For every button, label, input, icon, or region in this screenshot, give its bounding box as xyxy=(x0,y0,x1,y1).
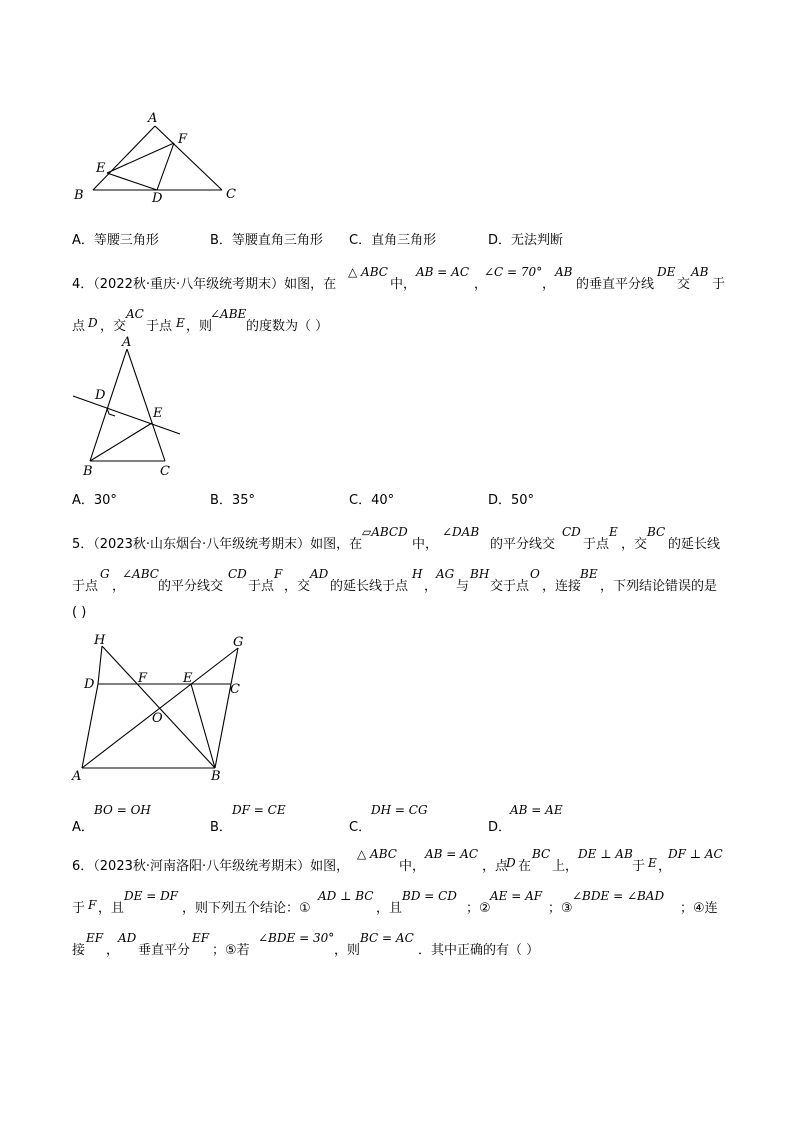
q6-l2-t4: ，且 xyxy=(376,901,403,916)
q5-fig-label-o: O xyxy=(152,711,163,726)
q6-l2-t2: ，且 xyxy=(98,901,125,916)
q5-fig-label-h: H xyxy=(94,633,106,648)
q5-l1-prefix: 5．（2023秋·山东烟台·八年级统考期末）如图，在 xyxy=(72,537,363,552)
q3-option-b: B．等腰直角三角形 xyxy=(210,233,323,248)
q4-l1-t4: 的垂直平分线 xyxy=(576,277,655,292)
q4-l1-m6: AB xyxy=(691,265,709,279)
q5-option-c-letter: C． xyxy=(349,820,372,835)
figure-triangle-def xyxy=(60,105,250,210)
q5-fig-label-e: E xyxy=(183,671,193,686)
q6-l2-t7: ；④连 xyxy=(680,901,718,916)
q6-l1-m4: BC xyxy=(532,847,551,861)
q4-fig-label-c: C xyxy=(160,464,170,479)
q6-l1-t1: 中， xyxy=(399,859,426,874)
q6-l3-t2: ， xyxy=(106,943,120,958)
q5-option-d-math: AB = AE xyxy=(510,803,563,817)
q6-l1-t6: ， xyxy=(658,859,672,874)
q4-l2-t5: 的度数为（ ） xyxy=(246,319,329,334)
q4-fig-label-d: D xyxy=(95,388,106,403)
q5-l2-m3: CD xyxy=(228,567,247,581)
q4-l2-t3: 于点 xyxy=(146,319,173,334)
q6-l2-t6: ；③ xyxy=(548,901,573,916)
q4-l1-m5: DE xyxy=(657,265,676,279)
q3-option-d: D．无法判断 xyxy=(488,233,564,248)
q5-l2-m5: AD xyxy=(310,567,329,581)
q5-l1-t2: 的平分线交 xyxy=(490,537,556,552)
q6-line-3 xyxy=(72,931,732,961)
q6-l1-t3: 在 xyxy=(518,859,532,874)
q4-l1-m3: ∠C = 70° xyxy=(484,265,543,279)
q6-l2-m5: AE = AF xyxy=(490,889,543,903)
q6-l1-t5: 于 xyxy=(632,859,646,874)
q5-l2-m6: H xyxy=(412,567,423,581)
q4-l2-m3: E xyxy=(176,316,185,330)
q6-l3-t6: ．其中正确的有（ ） xyxy=(418,943,540,958)
q4-l2-m4: ∠ABE xyxy=(210,307,247,321)
q5-l2-m1: G xyxy=(100,567,110,581)
q5-option-a-math: BO = OH xyxy=(94,803,151,817)
q4-l2-m2: AC xyxy=(126,307,144,321)
q6-l2-m2: DE = DF xyxy=(124,889,179,903)
q4-fig-label-b: B xyxy=(83,464,93,479)
q5-l1-t3: 于点 xyxy=(583,537,610,552)
q6-l3-t1: 接 xyxy=(72,943,86,958)
q4-l1-prefix: 4．（2022秋·重庆·八年级统考期末）如图，在 xyxy=(72,277,337,292)
q5-l2-m7: AG xyxy=(436,567,455,581)
q6-l3-m4: ∠BDE = 30° xyxy=(258,931,335,945)
q4-l1-m4: AB xyxy=(555,265,573,279)
q5-l1-t1: 中， xyxy=(412,537,439,552)
q6-l2-m4: BD = CD xyxy=(402,889,457,903)
q4-option-a: A．30° xyxy=(72,493,117,508)
q6-l2-t3: ，则下列五个结论：① xyxy=(182,901,311,916)
q6-l3-m1: EF xyxy=(86,931,104,945)
q6-l3-m5: BC = AC xyxy=(360,931,414,945)
q5-l2-t3: 的平分线交 xyxy=(158,579,224,594)
q5-fig-label-f: F xyxy=(138,671,148,686)
q6-line-1 xyxy=(72,847,732,877)
fig1-label-e: E xyxy=(96,161,106,176)
q6-l2-m3: AD ⊥ BC xyxy=(318,889,374,903)
q6-l2-t1: 于 xyxy=(72,901,86,916)
q5-l2-t6: 的延长线于点 xyxy=(330,579,409,594)
fig1-label-c: C xyxy=(226,187,236,202)
q4-fig-label-a: A xyxy=(122,335,132,350)
q5-l2-t8: 与 xyxy=(456,579,470,594)
q5-answer-bracket: ( ) xyxy=(72,605,87,620)
q4-line-1 xyxy=(72,265,732,295)
q4-l1-t2: ， xyxy=(474,277,488,292)
q6-l1-t4: 上， xyxy=(552,859,579,874)
q5-l1-m2: ∠DAB xyxy=(442,525,480,539)
q6-l1-m5: DE ⊥ AB xyxy=(578,847,633,861)
q5-option-c-math: DH = CG xyxy=(371,803,428,817)
q4-option-d: D．50° xyxy=(488,493,535,508)
q5-l2-m2: ∠ABC xyxy=(122,567,159,581)
q4-option-c: C．40° xyxy=(349,493,395,508)
q6-l1-m2: AB = AC xyxy=(425,847,479,861)
q6-l2-m1: F xyxy=(88,898,97,912)
q5-fig-label-g: G xyxy=(233,635,244,650)
q5-l1-t5: 的延长线 xyxy=(668,537,721,552)
q5-option-b-letter: B． xyxy=(210,820,232,835)
q5-l2-t1: 于点 xyxy=(72,579,99,594)
q6-l1-prefix: 6．（2023秋·河南洛阳·八年级统考期末）如图， xyxy=(72,859,350,874)
q5-l1-m3: CD xyxy=(562,525,581,539)
fig1-label-d: D xyxy=(152,191,163,206)
q5-l1-t4: ，交 xyxy=(621,537,648,552)
q5-option-d-letter: D． xyxy=(488,820,512,835)
q4-l1-t6: 于 xyxy=(712,277,726,292)
q3-option-a: A．等腰三角形 xyxy=(72,233,159,248)
q5-line-1 xyxy=(72,525,732,555)
q4-option-b: B．35° xyxy=(210,493,255,508)
q6-l3-t4: ；⑤若 xyxy=(212,943,250,958)
q4-l1-t1: 中， xyxy=(390,277,417,292)
q4-line-2 xyxy=(72,307,472,337)
q5-fig-label-a: A xyxy=(72,769,82,784)
fig1-label-b: B xyxy=(74,188,84,203)
q6-l1-t2: ，点 xyxy=(482,859,509,874)
q4-l1-m2: AB = AC xyxy=(416,265,470,279)
q6-l3-t5: ，则 xyxy=(334,943,361,958)
q6-l3-t3: 垂直平分 xyxy=(138,943,191,958)
q4-fig-label-e: E xyxy=(153,406,163,421)
q4-l1-m1: △ ABC xyxy=(348,265,388,279)
q6-line-2 xyxy=(72,889,732,919)
q4-l1-t3: ， xyxy=(542,277,556,292)
q6-l2-t5: ；② xyxy=(466,901,491,916)
q5-l1-m5: BC xyxy=(647,525,666,539)
q5-l2-m9: O xyxy=(530,567,540,581)
q5-l2-t5: ，交 xyxy=(284,579,311,594)
q5-l2-t10: ，连接 xyxy=(542,579,582,594)
q5-l2-t4: 于点 xyxy=(248,579,275,594)
q6-l1-m7: DF ⊥ AC xyxy=(668,847,723,861)
q4-l2-t1: 点 xyxy=(72,319,86,334)
q5-option-a-letter: A． xyxy=(72,820,94,835)
q5-l2-t7: ， xyxy=(424,579,438,594)
figure-q5-parallelogram xyxy=(60,628,260,788)
q5-option-b-math: DF = CE xyxy=(232,803,286,817)
q4-l2-t2: ，交 xyxy=(100,319,127,334)
q4-l1-t5: 交 xyxy=(677,277,691,292)
q6-l3-m3: EF xyxy=(192,931,210,945)
q5-l2-m8: BH xyxy=(470,567,490,581)
q4-l2-t4: ，则 xyxy=(186,319,213,334)
figure-q4-triangle xyxy=(65,335,190,480)
q5-l2-t2: ， xyxy=(112,579,126,594)
q5-l2-t9: 交于点 xyxy=(490,579,530,594)
q5-l2-m10: BE xyxy=(580,567,598,581)
q5-l1-m1: ▱ABCD xyxy=(362,525,408,539)
q5-fig-label-b: B xyxy=(211,769,221,784)
q5-line-2 xyxy=(72,567,732,597)
q5-fig-label-d: D xyxy=(84,677,95,692)
q6-l2-m6: ∠BDE = ∠BAD xyxy=(572,889,665,903)
q5-l2-t11: ，下列结论错误的是 xyxy=(600,579,718,594)
q6-l1-m3: D xyxy=(506,856,516,870)
q5-fig-label-c: C xyxy=(230,682,240,697)
q6-l1-m1: △ ABC xyxy=(357,847,397,861)
q3-option-c: C．直角三角形 xyxy=(349,233,437,248)
q6-l3-m2: AD xyxy=(118,931,137,945)
fig1-label-f: F xyxy=(178,132,188,147)
q4-l2-m1: D xyxy=(88,316,98,330)
q6-l1-m6: E xyxy=(648,856,657,870)
q5-l1-m4: E xyxy=(609,525,618,539)
fig1-label-a: A xyxy=(148,111,158,126)
q5-l2-m4: F xyxy=(274,567,283,581)
